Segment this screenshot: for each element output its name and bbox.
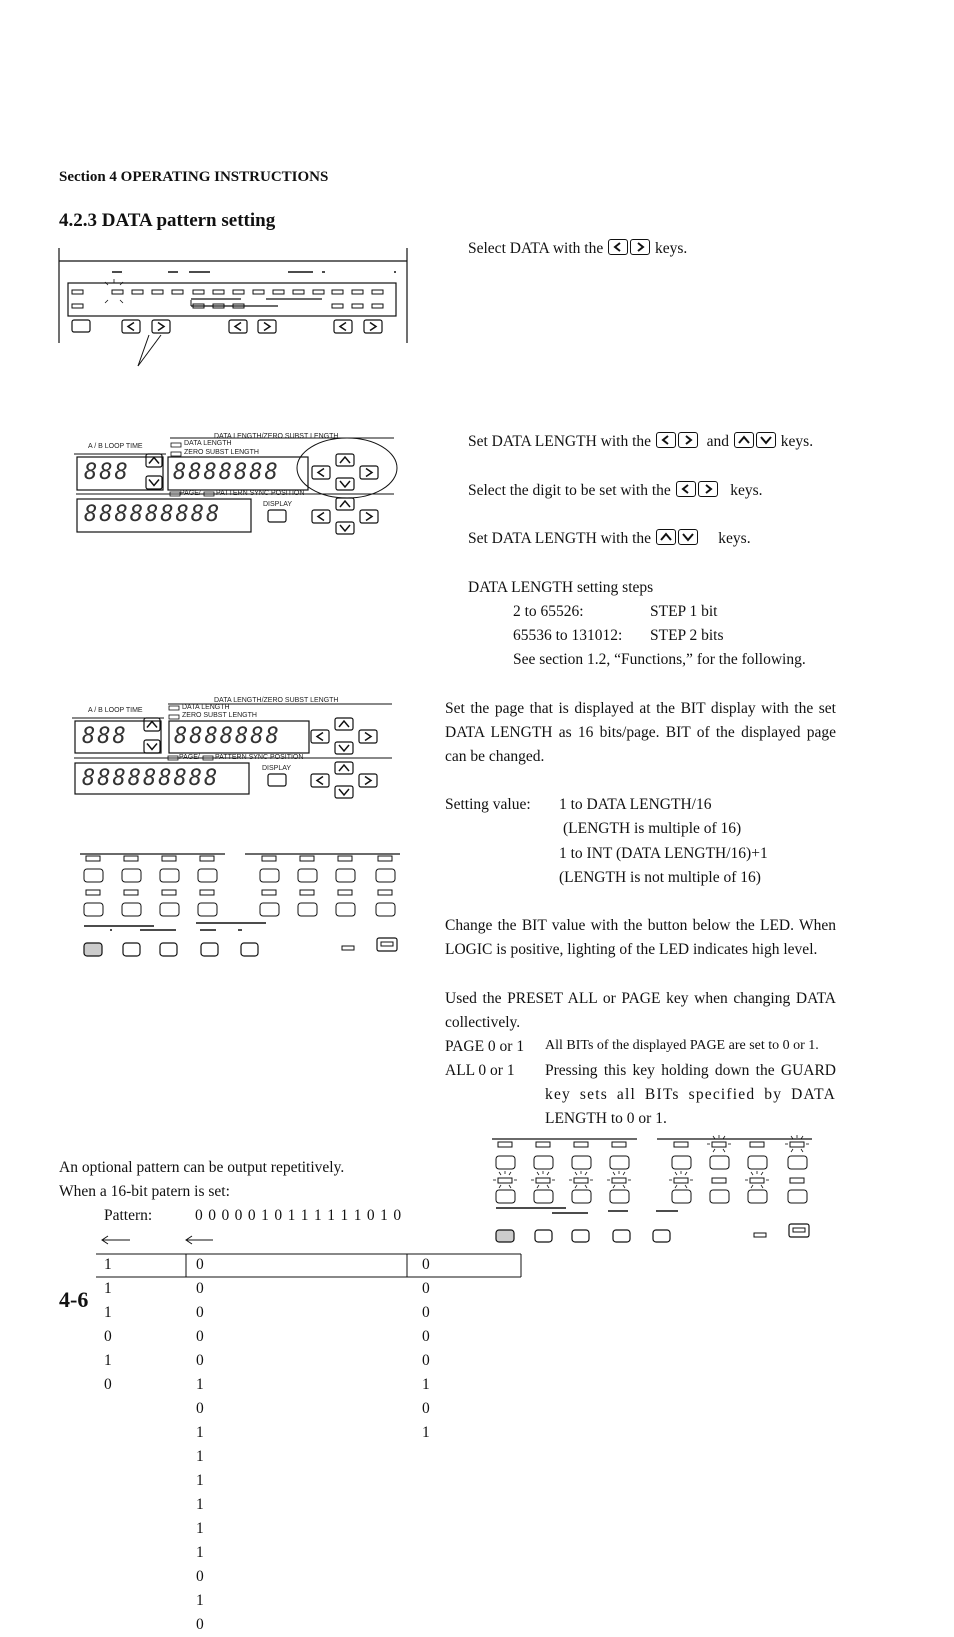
- setting-value-1: 1 to DATA LENGTH/16: [559, 796, 712, 813]
- right-arrow-key-icon: [698, 481, 718, 497]
- bit-led: [712, 1178, 726, 1183]
- up-arrow-key-icon: [336, 454, 354, 466]
- all-key-label: ALL 0 or 1: [445, 1062, 515, 1079]
- led-indicator: [152, 290, 163, 294]
- up-arrow-key-icon: [335, 762, 353, 774]
- led-indicator: [372, 290, 383, 294]
- bit-button: [260, 903, 279, 916]
- bit-button: [748, 1156, 767, 1169]
- bit-led: [378, 856, 392, 861]
- bit-button: [298, 869, 317, 882]
- left-arrow-key-icon: [229, 320, 247, 333]
- steps-row-2-step: STEP 2 bits: [650, 627, 724, 644]
- up-arrow-key-icon: [146, 454, 162, 467]
- loop-time-seven-segment: 888: [82, 724, 128, 749]
- bit-led: [300, 890, 314, 895]
- bit-button: [376, 903, 395, 916]
- bit-button: [710, 1156, 729, 1169]
- pattern-value: 0 0 0 0 0 1 0 1 1 1 1 1 1 0 1 0: [195, 1207, 402, 1224]
- led-indicator: [172, 290, 183, 294]
- data-length-label: DATA LENGTH: [182, 704, 230, 711]
- page-label: PAGE/: [180, 490, 201, 497]
- bit-led: [498, 1142, 512, 1147]
- bit-led: [674, 1142, 688, 1147]
- bit-button: [298, 903, 317, 916]
- set-data-length-instruction: [468, 430, 813, 454]
- led-indicator: [352, 290, 363, 294]
- bit-button: [710, 1190, 729, 1203]
- bit-led: [574, 1178, 588, 1183]
- led-indicator: [273, 290, 284, 294]
- bit-button: [160, 869, 179, 882]
- bit-button: [572, 1190, 591, 1203]
- keys-text: keys.: [730, 482, 763, 499]
- pattern-line-2: When a 16-bit patern is set:: [59, 1183, 230, 1200]
- steps-see-reference: See section 1.2, “Functions,” for the following.: [513, 651, 806, 668]
- section-title: 4.2.3 DATA pattern setting: [59, 210, 276, 231]
- bit-led: [536, 1178, 550, 1183]
- preset-paragraph-line-1: Used the PRESET ALL or PAGE key when changing DATA: [445, 990, 836, 1007]
- led-indicator: [233, 290, 244, 294]
- keys-text: keys.: [718, 530, 751, 547]
- data-length-seven-segment: 8888888: [174, 724, 281, 749]
- bit-button: [610, 1190, 629, 1203]
- right-arrow-key-icon: [360, 510, 378, 523]
- pattern-cell-tail: 1 1 1 0 1 0: [104, 1256, 114, 1393]
- bit-button: [260, 869, 279, 882]
- bit-led: [536, 1142, 550, 1147]
- bit-button: [84, 869, 103, 882]
- bit-led: [750, 1178, 764, 1183]
- set-length-text: Set DATA LENGTH with the: [468, 530, 652, 547]
- zero-subst-length-label: ZERO SUBST LENGTH: [182, 712, 257, 719]
- data-length-panel-figure: [74, 432, 404, 540]
- bit-led: [790, 1178, 804, 1183]
- page-label: PAGE/: [179, 754, 200, 761]
- digit-text: Select the digit to be set with the: [468, 482, 671, 499]
- bit-button: [336, 903, 355, 916]
- bit-led: [124, 856, 138, 861]
- led-indicator: [293, 290, 304, 294]
- steps-row-1-step: STEP 1 bit: [650, 603, 718, 620]
- bit-led: [86, 856, 100, 861]
- left-arrow-key-icon: [312, 510, 330, 523]
- bit-led: [162, 856, 176, 861]
- right-arrow-key-icon: [364, 320, 382, 333]
- setting-value-3: 1 to INT (DATA LENGTH/16)+1: [559, 845, 768, 862]
- repeat-arrows-icon: [100, 1233, 220, 1247]
- bit-button: [534, 1156, 553, 1169]
- down-arrow-key-icon: [678, 529, 698, 545]
- bit-led: [86, 890, 100, 895]
- bit-button: [496, 1156, 515, 1169]
- bit-button: [572, 1156, 591, 1169]
- and-text: and: [706, 433, 730, 450]
- pattern-sync-position-label: PATTERN SYNC POSITION: [216, 490, 305, 497]
- bit-button: [84, 903, 103, 916]
- bit-panel-lit-figure: [492, 1133, 814, 1248]
- bit-button: [336, 869, 355, 882]
- up-arrow-key-icon: [656, 529, 676, 545]
- bit-led: [378, 890, 392, 895]
- bit-button: [198, 869, 217, 882]
- pattern-cell-head: 0 0 0 0 0 1 0 1: [422, 1256, 431, 1441]
- down-arrow-key-icon: [756, 432, 776, 448]
- led-indicator: [193, 290, 204, 294]
- data-length-zero-subst-label: DATA LENGTH/ZERO SUBST LENGTH: [214, 433, 339, 440]
- bit-led: [498, 1178, 512, 1183]
- right-arrow-key-icon: [360, 466, 378, 479]
- bit-led: [200, 856, 214, 861]
- bit-button: [496, 1190, 515, 1203]
- left-arrow-key-icon: [311, 730, 329, 743]
- bit-button: [788, 1156, 807, 1169]
- bit-paragraph-line-1: Change the BIT value with the button below the LED. When: [445, 917, 836, 934]
- select-data-instruction: [468, 237, 687, 261]
- pattern-line-1: An optional pattern can be output repetitively.: [59, 1159, 345, 1176]
- select-digit-instruction: [468, 479, 763, 503]
- display-label: DISPLAY: [263, 501, 293, 508]
- page-seven-segment: 888888888: [84, 502, 222, 527]
- bit-led: [124, 890, 138, 895]
- led-indicator: [352, 304, 363, 308]
- right-arrow-key-icon: [630, 239, 650, 255]
- bit-led: [300, 856, 314, 861]
- bit-button: [748, 1190, 767, 1203]
- page-paragraph-line-3: can be changed.: [445, 748, 545, 765]
- led-indicator: [112, 290, 123, 294]
- pattern-label: Pattern:: [104, 1207, 153, 1224]
- bit-button: [376, 869, 395, 882]
- pattern-sync-position-label: PATTERN SYNC POSITION: [215, 754, 304, 761]
- led-indicator: [132, 290, 143, 294]
- steps-row-2-range: 65536 to 131012:: [513, 627, 623, 644]
- select-data-keys-text: keys.: [654, 240, 688, 257]
- bit-led: [262, 890, 276, 895]
- data-length-zero-subst-label: DATA LENGTH/ZERO SUBST LENGTH: [214, 697, 339, 704]
- down-arrow-key-icon: [146, 476, 162, 489]
- up-arrow-key-icon: [336, 498, 354, 510]
- page-paragraph-line-2: DATA LENGTH as 16 bits/page. BIT of the displayed page: [445, 724, 836, 741]
- steps-row-1-range: 2 to 65526:: [513, 603, 584, 620]
- bit-button: [160, 903, 179, 916]
- right-arrow-key-icon: [258, 320, 276, 333]
- loop-time-seven-segment: 888: [84, 460, 130, 485]
- bit-button: [672, 1190, 691, 1203]
- section-header: Section 4 OPERATING INSTRUCTIONS: [59, 169, 329, 185]
- page-display-panel-figure: [72, 696, 402, 802]
- setting-value-label: Setting value:: [445, 796, 531, 813]
- bit-led: [162, 890, 176, 895]
- bit-led: [262, 856, 276, 861]
- all-key-description-1: Pressing this key holding down the GUARD: [545, 1062, 836, 1079]
- left-arrow-key-icon: [311, 774, 329, 787]
- bit-led: [338, 890, 352, 895]
- left-arrow-key-icon: [656, 432, 676, 448]
- preset-paragraph-line-2: collectively.: [445, 1014, 521, 1031]
- down-arrow-key-icon: [336, 478, 354, 490]
- down-arrow-key-icon: [336, 522, 354, 534]
- bit-led: [750, 1142, 764, 1147]
- left-arrow-key-icon: [122, 320, 140, 333]
- page-seven-segment: 888888888: [82, 766, 220, 791]
- down-arrow-key-icon: [335, 786, 353, 798]
- pattern-cell-full: 0 0 0 0 0 1 0 1 1 1 1 1 1 0 1 0: [196, 1256, 205, 1633]
- bit-button: [122, 903, 141, 916]
- set-data-length-updown-instruction: [468, 527, 751, 551]
- set-length-text: Set DATA LENGTH with the: [468, 433, 652, 450]
- data-select-panel-figure: [58, 248, 410, 368]
- up-arrow-key-icon: [144, 718, 160, 731]
- zero-subst-length-label: ZERO SUBST LENGTH: [184, 449, 259, 456]
- bit-button: [122, 869, 141, 882]
- bit-led: [200, 890, 214, 895]
- setting-value-4: (LENGTH is not multiple of 16): [559, 869, 761, 886]
- right-arrow-key-icon: [678, 432, 698, 448]
- left-arrow-key-icon: [312, 466, 330, 479]
- down-arrow-key-icon: [144, 740, 160, 753]
- down-arrow-key-icon: [335, 742, 353, 754]
- data-length-seven-segment: 8888888: [173, 460, 280, 485]
- display-label: DISPLAY: [262, 765, 292, 772]
- all-key-description-3: LENGTH to 0 or 1.: [545, 1110, 667, 1127]
- bit-button: [534, 1190, 553, 1203]
- bit-led: [712, 1142, 726, 1147]
- bit-button: [788, 1190, 807, 1203]
- keys-text: keys.: [780, 433, 814, 450]
- bit-paragraph-line-2: LOGIC is positive, lighting of the LED indicates high level.: [445, 941, 818, 958]
- left-arrow-key-icon: [608, 239, 628, 255]
- setting-value-2: (LENGTH is multiple of 16): [563, 820, 742, 837]
- bit-led: [674, 1178, 688, 1183]
- bit-led: [338, 856, 352, 861]
- led-indicator: [213, 290, 224, 294]
- data-length-label: DATA LENGTH: [184, 440, 232, 447]
- all-key-description-2: key sets all BITs specified by DATA: [545, 1086, 836, 1103]
- led-indicator: [332, 290, 343, 294]
- ab-loop-time-label: A / B LOOP TIME: [88, 443, 143, 450]
- bit-panel-figure: [80, 848, 402, 963]
- bit-led: [574, 1142, 588, 1147]
- page-key-label: PAGE 0 or 1: [445, 1038, 525, 1055]
- select-data-text: Select DATA with the: [468, 240, 604, 257]
- right-arrow-key-icon: [359, 730, 377, 743]
- bit-led: [612, 1178, 626, 1183]
- bit-button: [610, 1156, 629, 1169]
- left-arrow-key-icon: [334, 320, 352, 333]
- led-indicator: [372, 304, 383, 308]
- steps-title: DATA LENGTH setting steps: [468, 579, 654, 596]
- bit-button: [672, 1156, 691, 1169]
- led-indicator: [72, 290, 83, 294]
- page-paragraph-line-1: Set the page that is displayed at the BIT display with the set: [445, 700, 836, 717]
- page-number: 4-6: [59, 1287, 89, 1312]
- led-indicator: [313, 290, 324, 294]
- up-arrow-key-icon: [734, 432, 754, 448]
- bit-led: [612, 1142, 626, 1147]
- page-key-description: All BITs of the displayed PAGE are set to 0 or 1.: [545, 1038, 819, 1053]
- led-indicator: [332, 304, 343, 308]
- bit-button: [198, 903, 217, 916]
- right-arrow-key-icon: [359, 774, 377, 787]
- right-arrow-key-icon: [152, 320, 170, 333]
- up-arrow-key-icon: [335, 718, 353, 730]
- left-arrow-key-icon: [676, 481, 696, 497]
- ab-loop-time-label: A / B LOOP TIME: [88, 707, 143, 714]
- bit-led: [790, 1142, 804, 1147]
- led-indicator: [253, 290, 264, 294]
- led-indicator: [72, 304, 83, 308]
